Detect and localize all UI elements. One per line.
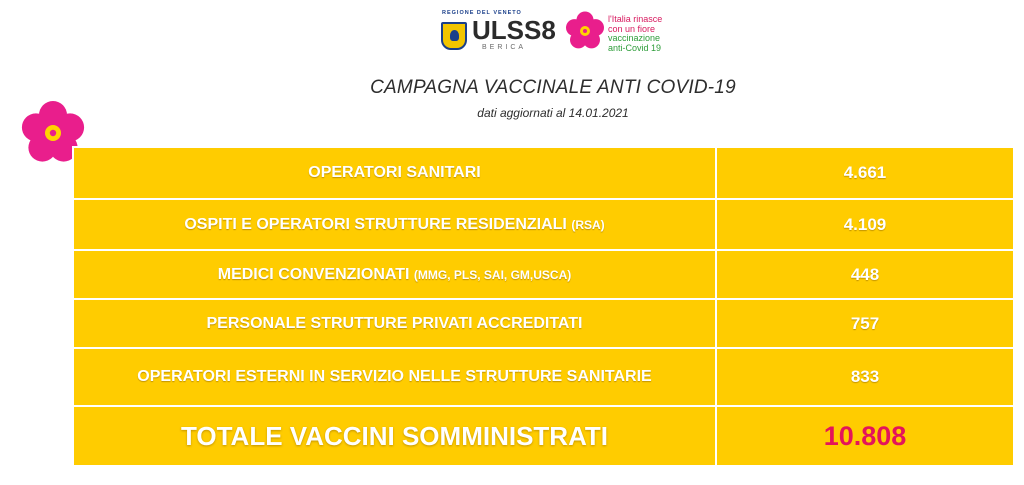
table-row: [73, 199, 1014, 250]
row-label-text: OSPITI E OPERATORI STRUTTURE RESIDENZIALI: [184, 215, 567, 233]
row-value: 4.661: [716, 147, 1014, 199]
campaign-line-4: anti-Covid 19: [608, 42, 662, 53]
lion-of-saint-mark-shield-icon: [441, 22, 467, 50]
total-label: TOTALE VACCINI SOMMINISTRATI: [73, 406, 716, 466]
row-label-text: OPERATORI ESTERNI IN SERVIZIO NELLE STRUTTURE SANITARIE: [137, 368, 652, 385]
total-row: [73, 406, 1014, 466]
row-label: [73, 147, 716, 199]
row-label-text: PERSONALE STRUTTURE PRIVATI ACCREDITATI: [206, 314, 583, 332]
table-row: [73, 348, 1014, 406]
row-label: [73, 250, 716, 299]
ulss8-logo: [440, 8, 556, 54]
row-value: 757: [716, 299, 1014, 348]
page-subtitle: dati aggiornati al 14.01.2021: [477, 106, 629, 120]
row-value: 448: [716, 250, 1014, 299]
row-label-text: MEDICI CONVENZIONATI: [217, 265, 410, 283]
ulss-sub: BERICA: [482, 44, 527, 51]
campaign-line-1: l'Italia rinasce: [608, 14, 663, 24]
vaccination-table: [72, 146, 1015, 467]
row-value: 4.109: [716, 199, 1014, 250]
row-label: [73, 348, 716, 406]
ulss-name: ULSS8: [472, 15, 556, 45]
row-label: [73, 199, 716, 250]
campaign-line-2: con un fiore: [608, 23, 656, 34]
table-row: [73, 299, 1014, 348]
primrose-flower-icon: [564, 10, 606, 52]
row-value: 833: [716, 348, 1014, 406]
row-label-text: OPERATORI SANITARI: [308, 164, 481, 181]
campaign-line-3: vaccinazione: [608, 33, 661, 43]
campaign-text: [608, 15, 662, 53]
row-label: [73, 299, 716, 348]
row-label-note: (RSA): [571, 217, 605, 232]
region-label: REGIONE DEL VENETO: [442, 10, 522, 16]
total-value: 10.808: [716, 406, 1014, 466]
row-label-note: (MMG, PLS, SAI, GM,USCA): [413, 267, 572, 282]
page-title: CAMPAGNA VACCINALE ANTI COVID-19: [370, 77, 736, 98]
campaign-logo: [564, 10, 684, 56]
table-row: [73, 147, 1014, 199]
table-row: [73, 250, 1014, 299]
header-logos: [0, 6, 1024, 56]
